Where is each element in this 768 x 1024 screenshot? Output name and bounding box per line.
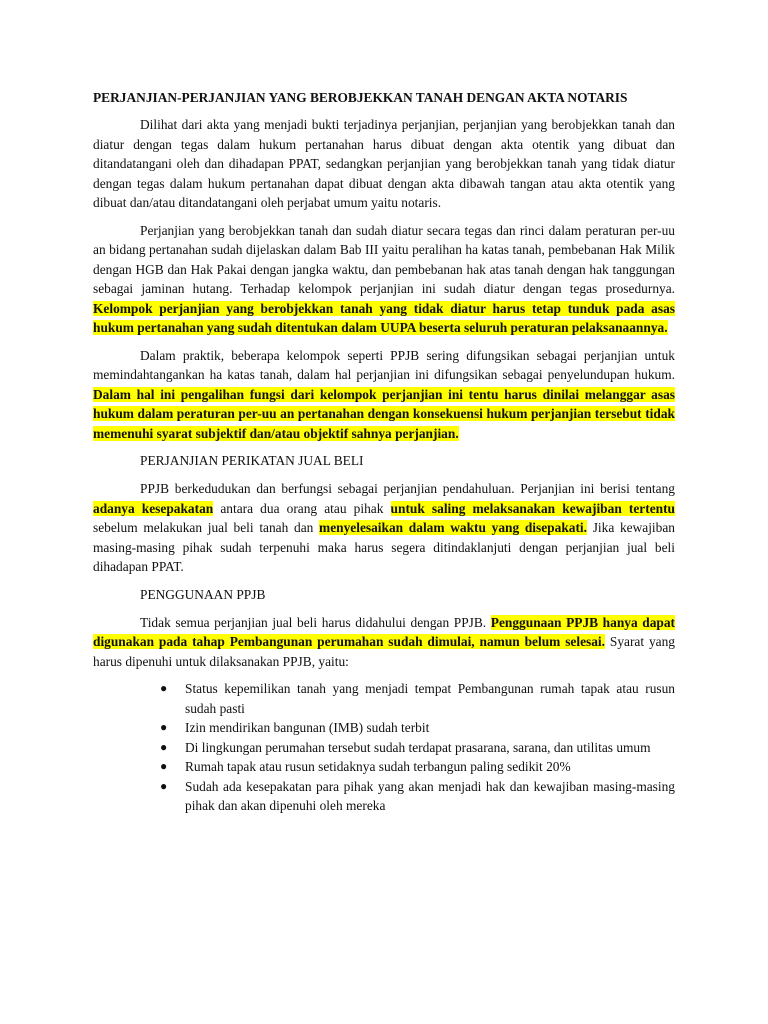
list-item-text: Izin mendirikan bangunan (IMB) sudah terbit <box>185 720 430 736</box>
paragraph-4-highlight-1: adanya kesepakatan <box>93 500 214 516</box>
paragraph-2-text: Perjanjian yang berobjekkan tanah dan sudah diatur secara tegas dan rinci dalam peraturan per-uu an bidang pertanahan sudah dijelaskan dalam Bab III yaitu peralihan ha katas tanah, pembebanan Hak Milik dengan HGB dan Hak Pakai dengan jangka waktu, dan pembebanan hak atas tanah dengan hak tanggungan sebagai jaminan hutang. Terhadap kelompok perjanjian ini sudah diatur dengan tegas prosedurnya. <box>93 222 675 297</box>
paragraph-4 <box>93 479 675 576</box>
paragraph-2-highlight: Kelompok perjanjian yang berobjekkan tanah yang tidak diatur harus tetap tunduk pada asas hukum pertanahan yang sudah ditentukan dalam UUPA beserta seluruh peraturan pelaksanaannya. <box>93 300 675 335</box>
paragraph-1 <box>93 115 675 212</box>
paragraph-5-highlight: Penggunaan PPJB hanya dapat digunakan pada tahap Pembangunan perumahan sudah dimulai, namun belum selesai. <box>93 614 676 650</box>
document-page <box>93 88 675 815</box>
paragraph-1-text: Dilihat dari akta yang menjadi bukti terjadinya perjanjian, perjanjian yang berobjekkan tanah dan diatur dengan tegas dalam hukum pertanahan harus dibuat dengan akta otentik yang dibuat dan ditandatangani oleh dan dihadapan PPAT, sedangkan perjanjian yang berobjekkan tanah yang tidak diatur dengan tegas dalam hukum pertanahan dapat dibuat dengan akta dibawah tangan atau akta otentik yang dibuat dan/atau ditandatangani oleh perjabat umum yaitu notaris. <box>93 117 675 211</box>
paragraph-4-highlight-2: untuk saling melaksanakan kewajiban tertentu <box>390 500 675 516</box>
paragraph-5-text-1: Tidak semua perjanjian jual beli harus didahului dengan PPJB. <box>140 614 491 630</box>
paragraph-5 <box>93 613 675 671</box>
paragraph-3 <box>93 346 675 443</box>
bullet-icon: ● <box>160 759 168 774</box>
bullet-icon: ● <box>160 778 168 793</box>
list-item-text: Sudah ada kesepakatan para pihak yang akan menjadi hak dan kewajiban masing-masing pihak dan akan dipenuhi oleh mereka <box>185 778 675 813</box>
paragraph-4-text-1: PPJB berkedudukan dan berfungsi sebagai perjanjian pendahuluan. Perjanjian ini berisi tentang <box>140 481 675 497</box>
list-item <box>160 738 675 757</box>
paragraph-4-text-3: sebelum melakukan jual beli tanah dan <box>93 520 320 536</box>
paragraph-3-highlight: Dalam hal ini pengalihan fungsi dari kelompok perjanjian ini tentu harus dinilai melanggar asas hukum dalam peraturan per-uu an pertanahan dengan konsekuensi hukum perjanjian tersebut tidak memenuhi syarat subjektif dan/atau objektif sahnya perjanjian. <box>93 386 675 441</box>
paragraph-4-text-2: antara dua orang atau pihak <box>213 500 391 516</box>
list-item <box>160 718 675 737</box>
requirements-list <box>93 679 675 815</box>
section-heading-ppjb: PERJANJIAN PERIKATAN JUAL BELI <box>140 453 364 469</box>
paragraph-4-highlight-3: menyelesaikan dalam waktu yang disepakati. <box>319 520 587 536</box>
paragraph-5-text-2: Syarat yang harus dipenuhi untuk dilaksanakan PPJB, yaitu: <box>93 634 675 669</box>
list-item <box>160 679 675 718</box>
list-item <box>160 777 675 816</box>
document-title: PERJANJIAN-PERJANJIAN YANG BEROBJEKKAN TANAH DENGAN AKTA NOTARIS <box>93 90 628 105</box>
list-item-text: Status kepemilikan tanah yang menjadi tempat Pembangunan rumah tapak atau rusun sudah pasti <box>185 681 675 716</box>
list-item <box>160 757 675 776</box>
paragraph-4-text-4: Jika kewajiban masing-masing pihak sudah terpenuhi maka harus segera ditindaklanjuti dengan perjanjian jual beli dihadapan PPAT. <box>93 520 675 574</box>
bullet-icon: ● <box>160 739 168 754</box>
list-item-text: Rumah tapak atau rusun setidaknya sudah terbangun paling sedikit 20% <box>185 759 571 775</box>
bullet-icon: ● <box>160 720 168 735</box>
section-heading-penggunaan: PENGGUNAAN PPJB <box>140 586 266 602</box>
paragraph-2 <box>93 221 675 337</box>
list-item-text: Di lingkungan perumahan tersebut sudah terdapat prasarana, sarana, dan utilitas umum <box>185 739 651 755</box>
bullet-icon: ● <box>160 681 168 696</box>
paragraph-3-text: Dalam praktik, beberapa kelompok seperti PPJB sering difungsikan sebagai perjanjian untuk memindahtangankan ha katas tanah, dalam hal perjanjian ini difungsikan sebagai penyelundupan hukum. <box>93 347 675 383</box>
